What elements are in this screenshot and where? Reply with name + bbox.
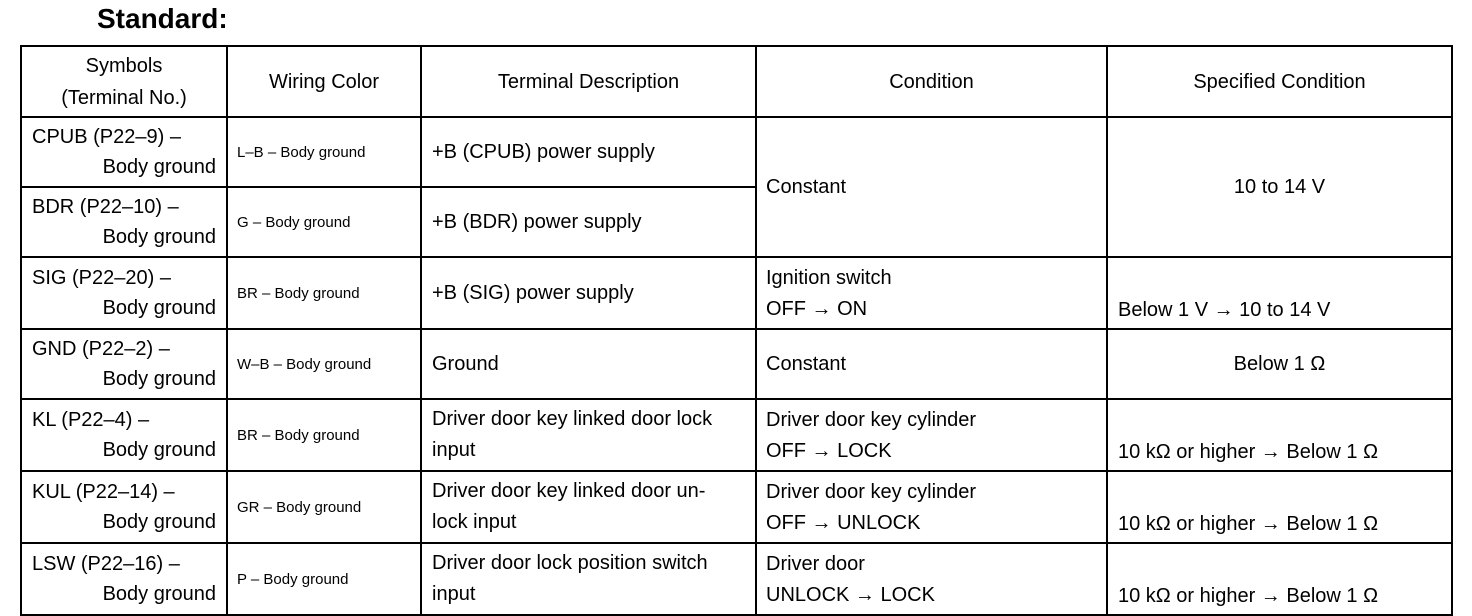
- symbol-terminal: LSW (P22–16) –: [32, 553, 180, 575]
- condition-line: Constant: [766, 352, 847, 375]
- condition-line: UNLOCK → LOCK: [766, 584, 935, 606]
- symbol-terminal: KUL (P22–14) –: [32, 481, 175, 503]
- description-cell: [421, 257, 756, 329]
- symbol-cell: [21, 117, 227, 187]
- wiring-color-cell: W–B – Body ground: [227, 329, 421, 399]
- wiring-color-cell: L–B – Body ground: [227, 117, 421, 187]
- table-row: [21, 117, 1452, 187]
- description-line: Driver door lock position switch: [432, 552, 708, 574]
- header-wiring-color: Wiring Color: [227, 46, 421, 117]
- specified-condition-cell: 10 kΩ or higher → Below 1 Ω: [1107, 471, 1452, 543]
- symbol-cell: [21, 329, 227, 399]
- description-line: input: [432, 583, 476, 605]
- condition-line: Driver door key cylinder: [766, 481, 977, 503]
- description-line: Ground: [432, 352, 499, 375]
- symbol-cell: [21, 257, 227, 329]
- description-cell: [421, 543, 756, 615]
- symbol-terminal: SIG (P22–20) –: [32, 267, 171, 289]
- wiring-color-cell: BR – Body ground: [227, 399, 421, 471]
- header-symbols: [21, 46, 227, 117]
- symbol-cell: [21, 399, 227, 471]
- description-line: Driver door key linked door lock: [432, 408, 713, 430]
- description-cell: [421, 399, 756, 471]
- condition-line: Ignition switch: [766, 267, 892, 289]
- specified-condition-cell: 10 to 14 V: [1107, 117, 1452, 257]
- wiring-color-cell: G – Body ground: [227, 187, 421, 257]
- header-condition: Condition: [756, 46, 1107, 117]
- page-title: Standard:: [97, 3, 228, 34]
- condition-cell: [756, 117, 1107, 257]
- header-specified-condition: Specified Condition: [1107, 46, 1452, 117]
- specified-condition-cell: Below 1 Ω: [1107, 329, 1452, 399]
- table-row: [21, 471, 1452, 543]
- specified-condition-cell: 10 kΩ or higher → Below 1 Ω: [1107, 543, 1452, 615]
- symbol-ground: Body ground: [102, 226, 216, 248]
- description-line: input: [432, 439, 476, 461]
- symbol-cell: [21, 187, 227, 257]
- condition-cell: [756, 399, 1107, 471]
- condition-line: Driver door key cylinder: [766, 409, 977, 431]
- table-row: [21, 399, 1452, 471]
- symbol-ground: Body ground: [102, 297, 216, 319]
- condition-line: OFF → ON: [766, 298, 868, 320]
- symbol-cell: [21, 543, 227, 615]
- specification-table: [20, 45, 1453, 616]
- condition-cell: [756, 471, 1107, 543]
- description-line: +B (SIG) power supply: [432, 281, 634, 304]
- symbol-cell: [21, 471, 227, 543]
- specified-condition-cell: Below 1 V → 10 to 14 V: [1107, 257, 1452, 329]
- symbol-terminal: KL (P22–4) –: [32, 409, 150, 431]
- description-cell: [421, 117, 756, 187]
- condition-cell: [756, 543, 1107, 615]
- description-line: lock input: [432, 511, 517, 533]
- description-cell: [421, 187, 756, 257]
- table-row: [21, 257, 1452, 329]
- header-terminal-description: Terminal Description: [421, 46, 756, 117]
- description-line: Driver door key linked door un-: [432, 480, 706, 502]
- header-symbols-sub: (Terminal No.): [61, 86, 187, 109]
- header-symbols-label: Symbols: [85, 54, 163, 77]
- symbol-ground: Body ground: [102, 583, 216, 605]
- wiring-color-cell: GR – Body ground: [227, 471, 421, 543]
- symbol-terminal: GND (P22–2) –: [32, 338, 170, 360]
- symbol-ground: Body ground: [102, 156, 216, 178]
- description-cell: [421, 471, 756, 543]
- symbol-ground: Body ground: [102, 511, 216, 533]
- condition-cell: [756, 257, 1107, 329]
- condition-line: OFF → UNLOCK: [766, 512, 921, 534]
- symbol-ground: Body ground: [102, 368, 216, 390]
- condition-line: Driver door: [766, 553, 865, 575]
- condition-cell: [756, 329, 1107, 399]
- condition-line: Constant: [766, 175, 847, 198]
- table-row: [21, 329, 1452, 399]
- wiring-color-cell: BR – Body ground: [227, 257, 421, 329]
- symbol-terminal: CPUB (P22–9) –: [32, 126, 181, 148]
- description-line: +B (BDR) power supply: [432, 210, 642, 233]
- table-header-row: [21, 46, 1452, 117]
- symbol-terminal: BDR (P22–10) –: [32, 196, 179, 218]
- description-line: +B (CPUB) power supply: [432, 140, 655, 163]
- wiring-color-cell: P – Body ground: [227, 543, 421, 615]
- condition-line: OFF → LOCK: [766, 440, 892, 462]
- table-row: [21, 543, 1452, 615]
- description-cell: [421, 329, 756, 399]
- symbol-ground: Body ground: [102, 439, 216, 461]
- specified-condition-cell: 10 kΩ or higher → Below 1 Ω: [1107, 399, 1452, 471]
